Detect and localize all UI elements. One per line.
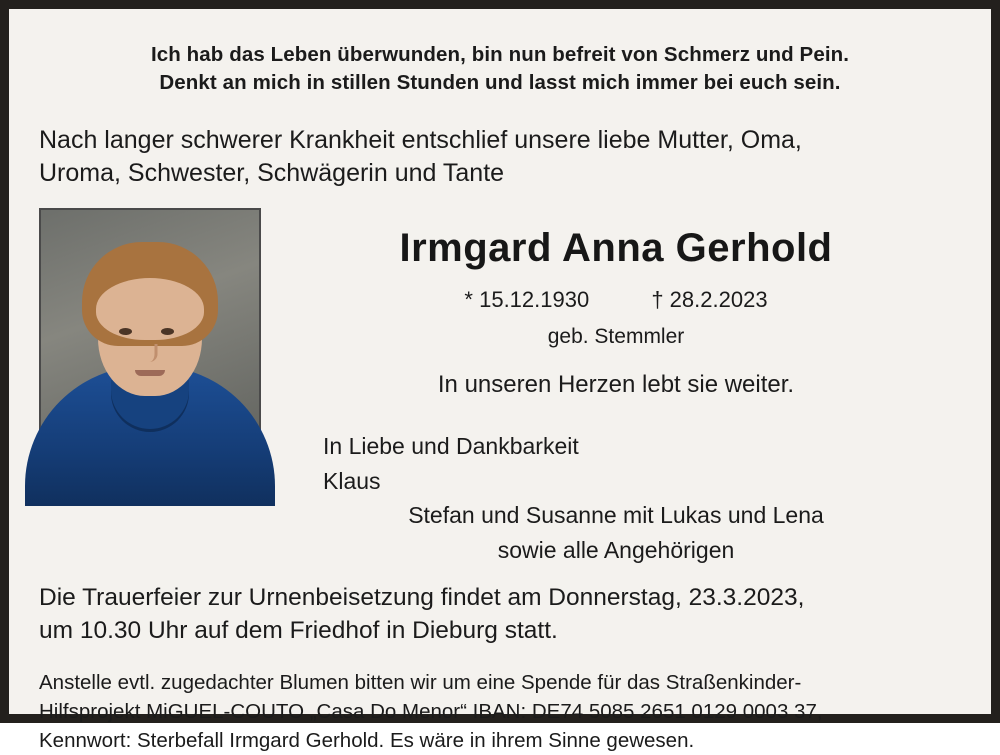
portrait-and-details xyxy=(39,204,961,569)
family-line-2: Klaus xyxy=(323,467,381,494)
obituary-content xyxy=(9,9,991,753)
intro-line-2: Uroma, Schwester, Schwägerin und Tante xyxy=(39,158,505,187)
family-line-3: Stefan und Susanne mit Lukas und Lena xyxy=(408,502,824,529)
donation-line-2: Hilfsprojekt MiGUEL-COUTO „Casa Do Menor“ IBAN: DE74 5085 2651 0129 0003 37, xyxy=(39,700,823,724)
life-dates xyxy=(271,287,961,313)
portrait-column xyxy=(39,204,261,480)
portrait-nose xyxy=(143,344,158,362)
verse-line-1: Ich hab das Leben überwunden, bin nun befreit von Schmerz und Pein. xyxy=(150,43,850,66)
intro-block xyxy=(39,124,961,190)
verse-block xyxy=(39,41,961,98)
service-line-1: Die Trauerfeier zur Urnenbeisetzung findet am Donnerstag, 23.3.2023, xyxy=(39,584,805,612)
maiden-name: geb. Stemmler xyxy=(547,324,685,348)
service-line-2: um 10.30 Uhr auf dem Friedhof in Dieburg statt. xyxy=(39,617,558,645)
details-column xyxy=(261,204,961,569)
verse-line-2: Denkt an mich in stillen Stunden und lasst mich immer bei euch sein. xyxy=(159,71,841,95)
deceased-name: Irmgard Anna Gerhold xyxy=(399,225,833,270)
portrait-eye-left xyxy=(119,328,132,335)
birth-date: * 15.12.1930 xyxy=(464,286,590,312)
service-block xyxy=(39,582,961,648)
donation-line-3: Kennwort: Sterbefall Irmgard Gerhold. Es wäre in ihrem Sinne gewesen. xyxy=(39,729,695,753)
donation-line-1: Anstelle evtl. zugedachter Blumen bitten wir um eine Spende für das Straßenkinder- xyxy=(39,671,802,695)
family-block xyxy=(271,429,961,569)
intro-line-1: Nach langer schwerer Krankheit entschlief unsere liebe Mutter, Oma, xyxy=(39,125,802,154)
donation-block xyxy=(39,668,961,755)
family-line-1: In Liebe und Dankbarkeit xyxy=(323,432,579,459)
portrait-mouth xyxy=(135,370,165,376)
memory-line: In unseren Herzen lebt sie weiter. xyxy=(437,370,795,398)
portrait-eye-right xyxy=(161,328,174,335)
death-date: † 28.2.2023 xyxy=(651,286,768,312)
portrait-hair xyxy=(82,242,218,346)
portrait-photo xyxy=(39,208,261,480)
family-line-4: sowie alle Angehörigen xyxy=(497,537,735,564)
